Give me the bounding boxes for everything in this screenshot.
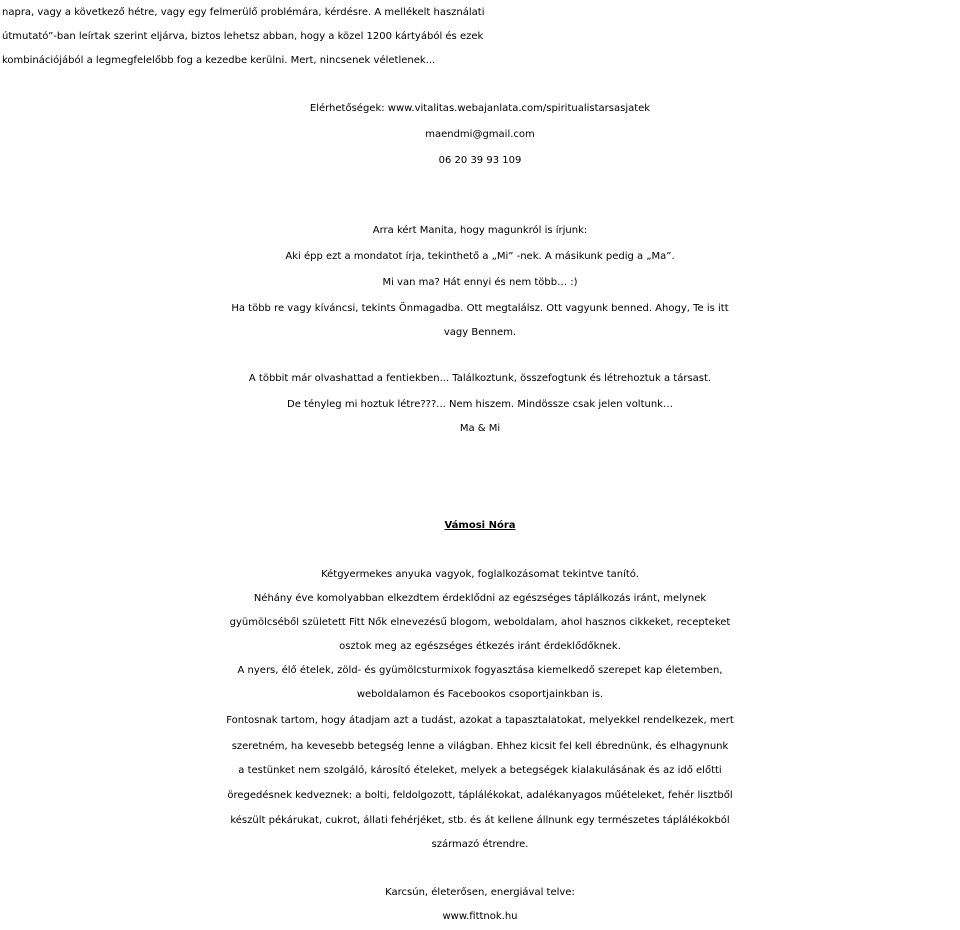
bio-line-3: gyümölcséből született Fitt Nők elnevezésű blogom, weboldalam, ahol hasznos cikkeket, recepteket xyxy=(229,617,731,628)
bio-line-6: weboldalamon és Facebookos csoportjainkban is. xyxy=(356,689,604,700)
intro-line-3: kombinációjából a legmegfelelőbb fog a kezedbe kerülni. Mert, nincsenek véletlenek... xyxy=(2,55,436,66)
bio-line-1: Kétgyermekes anyuka vagyok, foglalkozásomat tekintve tanító. xyxy=(321,569,639,580)
bio-line-5: A nyers, élő ételek, zöld- és gyümölcsturmixok fogyasztása kiemelkedő szerepet kap életemben, xyxy=(237,665,723,676)
closing-line: Karcsún, életerősen, energiával telve: xyxy=(385,887,575,898)
ma-mi-line-2: Aki épp ezt a mondatot írja, tekinthető a „Mi” -nek. A másikunk pedig a „Ma”. xyxy=(285,251,675,262)
bio-line-4: osztok meg az egészséges étkezés iránt érdeklődőknek. xyxy=(339,641,621,652)
bio-line-11: készült pékárukat, cukrot, állati fehérjéket, stb. és át kellene állnunk egy természetes táplálékokból xyxy=(230,815,730,826)
contacts-website: Elérhetőségek: www.vitalitas.webajanlata.com/spiritualistarsasjatek xyxy=(309,103,651,114)
ma-mi-line-3: Mi van ma? Hát ennyi és nem több… :) xyxy=(382,277,578,288)
intro-line-2: útmutató”-ban leírtak szerint eljárva, biztos lehetsz abban, hogy a közel 1200 kártyából és ezek xyxy=(2,31,484,42)
ma-mi-line-4: Ha több re vagy kíváncsi, tekints Önmagadba. Ott megtalálsz. Ott vagyunk benned. Ahogy, Te is itt xyxy=(231,303,729,314)
intro-line-1: napra, vagy a következő hétre, vagy egy felmerülő problémára, kérdésre. A mellékelt használati xyxy=(2,7,485,18)
bio-line-12: származó étrendre. xyxy=(431,839,529,850)
bio-line-7: Fontosnak tartom, hogy átadjam azt a tudást, azokat a tapasztalatokat, melyekkel rendelkezek, mert xyxy=(226,715,734,726)
bio-line-10: öregedésnek kedveznek: a bolti, feldolgozott, táplálékokat, adalékanyagos műételeket, fehér lisztből xyxy=(227,790,733,801)
closing-website: www.fittnok.hu xyxy=(442,911,518,922)
bio-line-2: Néhány éve komolyabban elkezdtem érdeklődni az egészséges táplálkozás iránt, melynek xyxy=(253,593,707,604)
contacts-phone: 06 20 39 93 109 xyxy=(438,155,522,166)
section-heading: Vámosi Nóra xyxy=(444,520,516,531)
ma-mi-line-1: Arra kért Manita, hogy magunkról is írjunk: xyxy=(372,225,588,236)
contacts-email: maendmi@gmail.com xyxy=(425,129,535,140)
ma-mi-line-6: A többit már olvashattad a fentiekben... Találkoztunk, összefogtunk és létrehoztuk a társast. xyxy=(248,373,712,384)
bio-line-9: a testünket nem szolgáló, károsító ételeket, melyek a betegségek kialakulásának és az idő előtti xyxy=(238,765,722,776)
bio-line-8: szeretném, ha kevesebb betegség lenne a világban. Ehhez kicsit fel kell ébrednünk, és elhagynunk xyxy=(231,741,729,752)
ma-mi-signature: Ma & Mi xyxy=(459,423,501,434)
ma-mi-line-5: vagy Bennem. xyxy=(443,327,517,338)
ma-mi-line-7: De tényleg mi hoztuk létre???... Nem hiszem. Mindössze csak jelen voltunk… xyxy=(287,399,673,410)
